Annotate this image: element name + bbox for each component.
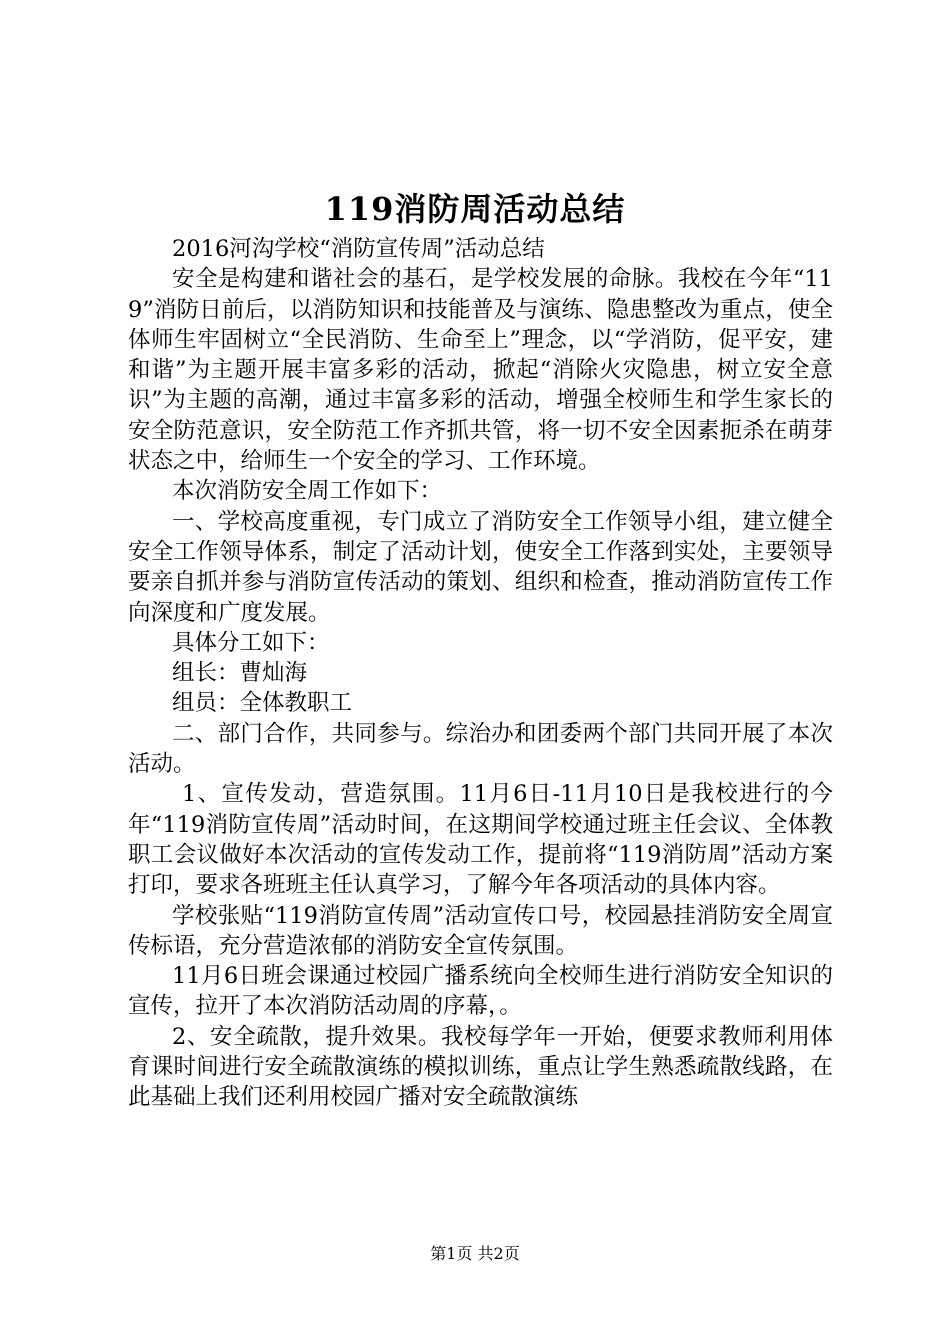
subtitle-paragraph: 2016河沟学校“消防宣传周”活动总结	[172, 236, 545, 262]
page-footer: 第1页 共2页	[430, 1244, 520, 1263]
leader-line: 组长：曹灿海	[172, 660, 308, 687]
section-two-paragraph: 二、部门合作，共同参与。综治办和团委两个部门共同开展了本次活动。	[128, 720, 833, 778]
broadcast-paragraph: 11月6日班会课通过校园广播系统向全校师生进行消防安全知识的宣传，拉开了本次消防活动周的序幕，。	[128, 963, 833, 1020]
intro-paragraph: 安全是构建和谐社会的基石，是学校发展的命脉。我校在今年“119”消防日前后，以消防知识和技能普及与演练、隐患整改为重点，使全体师生牢固树立“全民消防、生命至上”理念，以“学消防，促平安，建和谐”为主题开展丰富多彩的活动，掀起“消除火灾隐患，树立安全意识”为主题的高潮，通过丰富多彩的活动，增强全校师生和学生家长的安全防范意识，安全防范工作齐抓共管，将一切不安全因素扼杀在萌芽状态之中，给师生一个安全的学习、工作环境。	[128, 266, 833, 475]
item-two-paragraph: 2、安全疏散，提升效果。我校每学年一开始，便要求教师利用体育课时间进行安全疏散演练的模拟训练，重点让学生熟悉疏散线路，在此基础上我们还利用校园广播对安全疏散演练	[128, 1023, 833, 1111]
item-one-paragraph: 1、宣传发动，营造氛围。11月6日-11月10日是我校进行的今年“119消防宣传周”活动时间，在这期间学校通过班主任会议、全体教职工会议做好本次活动的宣传发动工作，提前将“119消防周”活动方案打印，要求各班班主任认真学习，了解今年各项活动的具体内容。	[128, 781, 833, 899]
members-line: 组员：全体教职工	[172, 690, 353, 717]
document-body	[128, 234, 833, 1113]
section-one-paragraph: 一、学校高度重视，专门成立了消防安全工作领导小组，建立健全安全工作领导体系，制定了活动计划，使安全工作落到实处，主要领导要亲自抓并参与消防宣传活动的策划、组织和检查，推动消防宣传工作向深度和广度发展。	[128, 508, 833, 626]
document-title: 119消防周活动总结	[324, 190, 626, 228]
work-list-heading: 本次消防安全周工作如下：	[172, 478, 443, 505]
posters-paragraph: 学校张贴“119消防宣传周”活动宣传口号，校园悬挂消防安全周宣传标语，充分营造浓郁的消防安全宣传氛围。	[128, 902, 833, 959]
division-heading: 具体分工如下：	[172, 629, 330, 656]
